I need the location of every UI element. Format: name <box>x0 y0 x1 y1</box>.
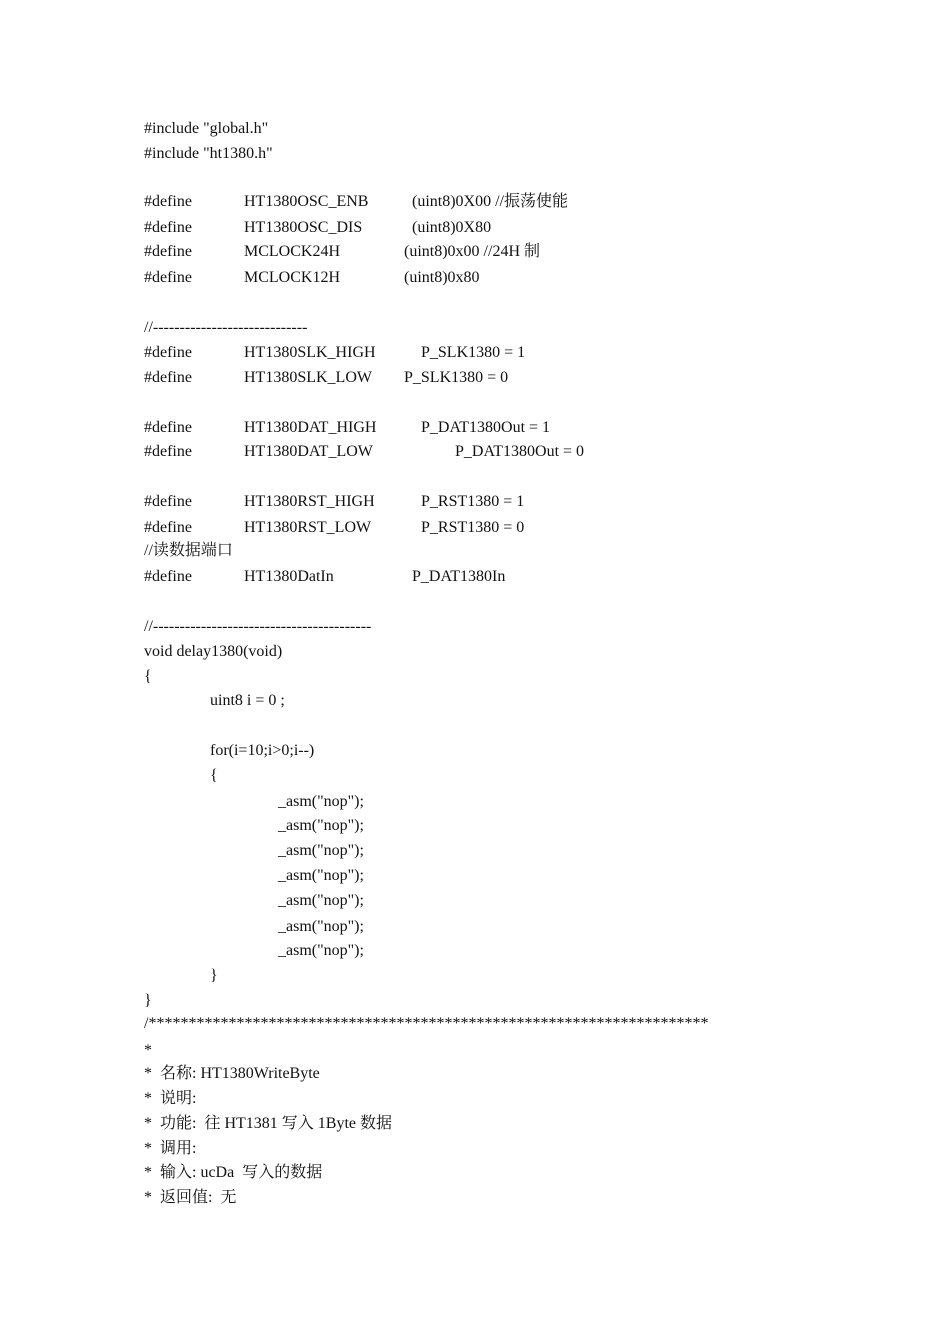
code-text: _asm("nop"); <box>278 942 364 959</box>
define-keyword: #define <box>144 344 192 361</box>
define-keyword: #define <box>144 219 192 236</box>
macro-name: HT1380DAT_HIGH <box>244 419 377 436</box>
code-line <box>144 441 585 463</box>
macro-value: (uint8)0x00 //24H 制 <box>404 243 540 260</box>
brace: } <box>210 967 218 984</box>
define-keyword: #define <box>144 369 192 386</box>
code-line <box>144 342 526 364</box>
code-line <box>144 517 525 539</box>
define-keyword: #define <box>144 419 192 436</box>
brace: { <box>210 767 218 784</box>
code-text: #include "ht1380.h" <box>144 145 273 162</box>
code-text: for(i=10;i>0;i--) <box>210 742 315 759</box>
brace: } <box>144 992 152 1009</box>
code-line <box>144 267 480 289</box>
code-text: #include "global.h" <box>144 120 269 137</box>
code-text: _asm("nop"); <box>278 892 364 909</box>
comment-separator: //----------------------------------------- <box>144 618 372 635</box>
define-keyword: #define <box>144 269 192 286</box>
code-comment: * 名称: HT1380WriteByte <box>144 1065 320 1082</box>
macro-name: HT1380SLK_LOW <box>244 369 372 386</box>
define-keyword: #define <box>144 243 192 260</box>
macro-value: P_RST1380 = 1 <box>421 493 525 510</box>
macro-name: HT1380OSC_ENB <box>244 193 369 210</box>
code-line <box>144 566 506 588</box>
code-line <box>144 217 492 239</box>
macro-name: HT1380RST_HIGH <box>244 493 375 510</box>
macro-name: HT1380RST_LOW <box>244 519 372 536</box>
macro-value: (uint8)0X00 //振荡使能 <box>412 193 568 210</box>
code-line <box>144 241 540 263</box>
macro-value: (uint8)0x80 <box>404 269 480 286</box>
code-comment: * 调用: <box>144 1140 197 1157</box>
macro-name: HT1380DatIn <box>244 568 334 585</box>
macro-name: HT1380SLK_HIGH <box>244 344 376 361</box>
macro-value: P_RST1380 = 0 <box>421 519 525 536</box>
code-text: _asm("nop"); <box>278 817 364 834</box>
macro-value: P_SLK1380 = 1 <box>421 344 526 361</box>
define-keyword: #define <box>144 443 192 460</box>
code-comment: * 说明: <box>144 1090 197 1107</box>
code-line <box>144 367 509 389</box>
code-comment: * 输入: ucDa 写入的数据 <box>144 1164 323 1181</box>
code-comment: * 功能: 往 HT1381 写入 1Byte 数据 <box>144 1115 392 1132</box>
code-line <box>144 491 525 513</box>
macro-value: P_DAT1380Out = 1 <box>421 419 551 436</box>
code-line <box>144 417 551 439</box>
comment-separator: //----------------------------- <box>144 319 308 336</box>
define-keyword: #define <box>144 519 192 536</box>
code-line <box>144 191 568 213</box>
macro-name: MCLOCK24H <box>244 243 341 260</box>
macro-name: MCLOCK12H <box>244 269 341 286</box>
function-signature: void delay1380(void) <box>144 643 283 660</box>
code-comment: * <box>144 1042 152 1059</box>
macro-name: HT1380DAT_LOW <box>244 443 373 460</box>
brace: { <box>144 668 152 685</box>
macro-value: (uint8)0X80 <box>412 219 492 236</box>
code-comment: //读数据端口 <box>144 542 233 559</box>
comment-separator: /********************************************************************** <box>144 1015 709 1032</box>
define-keyword: #define <box>144 193 192 210</box>
code-comment: * 返回值: 无 <box>144 1189 237 1206</box>
code-text: _asm("nop"); <box>278 867 364 884</box>
define-keyword: #define <box>144 493 192 510</box>
code-text: _asm("nop"); <box>278 793 364 810</box>
macro-value: P_DAT1380In <box>412 568 506 585</box>
code-text: _asm("nop"); <box>278 842 364 859</box>
define-keyword: #define <box>144 568 192 585</box>
code-text: uint8 i = 0 ; <box>210 692 285 709</box>
macro-value: P_SLK1380 = 0 <box>404 369 509 386</box>
macro-value: P_DAT1380Out = 0 <box>455 443 585 460</box>
code-text: _asm("nop"); <box>278 918 364 935</box>
macro-name: HT1380OSC_DIS <box>244 219 363 236</box>
